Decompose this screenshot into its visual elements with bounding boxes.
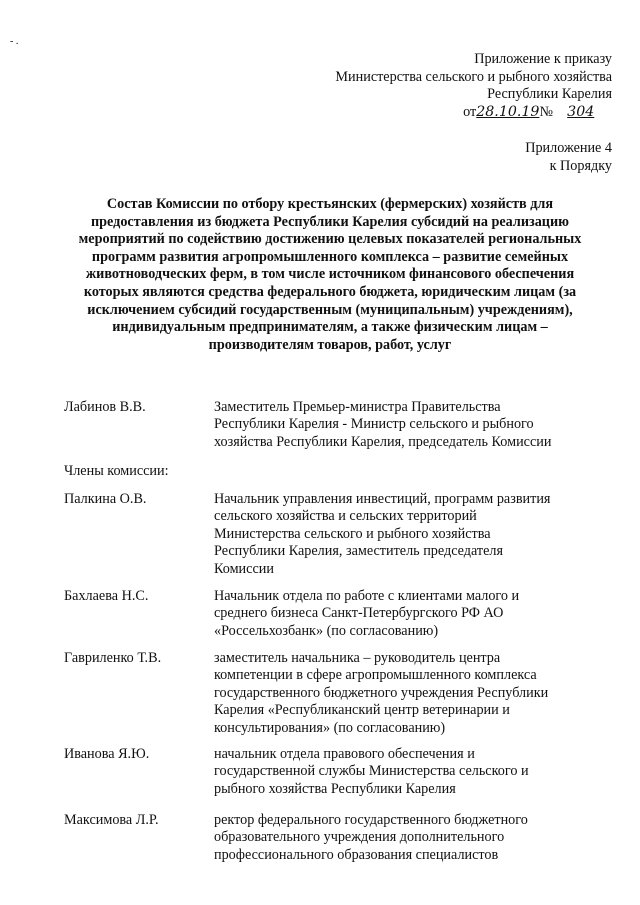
appendix-line: к Порядку — [549, 157, 612, 174]
position-line: Республики Карелия - Министр сельского и рыбного — [214, 416, 534, 433]
position-line: Комиссии — [214, 560, 274, 577]
handwritten-number: 304 — [567, 103, 595, 120]
title-line: производителям товаров, работ, услуг — [208, 336, 452, 353]
appendix-header — [525, 140, 612, 175]
handwritten-date: 28.10.19 — [476, 103, 540, 120]
title-line: Состав Комиссии по отбору крестьянских (фермерских) хозяйств для — [106, 196, 554, 212]
header-line: Министерства сельского и рыбного хозяйства — [335, 68, 612, 85]
title-line: мероприятий по содействию достижению целевых показателей региональных — [78, 231, 582, 248]
position-line: государственного бюджетного учреждения Республики — [214, 684, 549, 701]
member-position — [214, 491, 614, 578]
title-line: животноводческих ферм, в том числе источником финансового обеспечения — [85, 266, 575, 283]
order-header — [335, 51, 612, 121]
appendix-line: Приложение 4 — [525, 140, 612, 156]
number-prefix: № — [539, 103, 553, 120]
position-line: Заместитель Премьер-министра Правительства — [214, 399, 501, 415]
margin-marks: - . — [10, 36, 19, 47]
position-line: компетенции в сфере агропромышленного комплекса — [214, 667, 537, 684]
title-line: которых являются средства федерального бюджета, юридическим лицам (за — [83, 283, 577, 300]
position-line: Министерства сельского и рыбного хозяйства — [214, 525, 491, 542]
header-line: Республики Карелия — [487, 86, 612, 102]
document-title — [50, 196, 610, 354]
title-line: программ развития агропромышленного комплекса – развитие семейных — [91, 248, 569, 265]
position-line: Начальник управления инвестиций, программ развития — [214, 491, 551, 507]
position-line: «Россельхозбанк» (по согласованию) — [214, 622, 439, 639]
position-line: Карелия «Республиканский центр ветеринарии и — [214, 702, 510, 719]
title-line: индивидуальным предпринимателям, а также физическим лицам – — [112, 319, 548, 336]
member-position — [214, 588, 614, 640]
member-name: Максимова Л.Р. — [64, 812, 159, 828]
title-line: предоставления из бюджета Республики Карелия субсидий на реализацию — [90, 213, 570, 230]
member-position — [214, 812, 614, 864]
position-line: государственной службы Министерства сельского и — [214, 763, 529, 780]
member-name: Гавриленко Т.В. — [64, 650, 162, 666]
position-line: рыбного хозяйства Республики Карелия — [214, 780, 456, 797]
header-line: Приложение к приказу — [474, 51, 612, 67]
member-position — [214, 399, 614, 451]
position-line: образовательного учреждения дополнительного — [214, 829, 505, 846]
header-date-number-line — [335, 104, 612, 122]
position-line: хозяйства Республики Карелия, председатель Комиссии — [214, 433, 552, 450]
member-name: Иванова Я.Ю. — [64, 746, 150, 762]
member-name: Бахлаева Н.С. — [64, 588, 149, 604]
member-name: Палкина О.В. — [64, 491, 147, 507]
title-line: исключением субсидий государственным (муниципальным) учреждениям), — [87, 301, 573, 318]
members-label: Члены комиссии: — [64, 463, 169, 479]
position-line: консультирования» (по согласованию) — [214, 719, 446, 736]
position-line: Начальник отдела по работе с клиентами малого и — [214, 588, 520, 604]
position-line: профессионального образования специалистов — [214, 846, 499, 863]
date-prefix: от — [463, 103, 477, 120]
member-position — [214, 746, 614, 798]
member-name: Лабинов В.В. — [64, 399, 146, 415]
position-line: начальник отдела правового обеспечения и — [214, 746, 475, 762]
position-line: Республики Карелия, заместитель председателя — [214, 543, 504, 560]
position-line: заместитель начальника – руководитель центра — [214, 650, 501, 666]
member-position — [214, 650, 614, 737]
position-line: сельского хозяйства и сельских территорий — [214, 508, 477, 525]
position-line: ректор федерального государственного бюджетного — [214, 812, 528, 828]
position-line: среднего бизнеса Санкт-Петербургского РФ АО — [214, 605, 504, 622]
